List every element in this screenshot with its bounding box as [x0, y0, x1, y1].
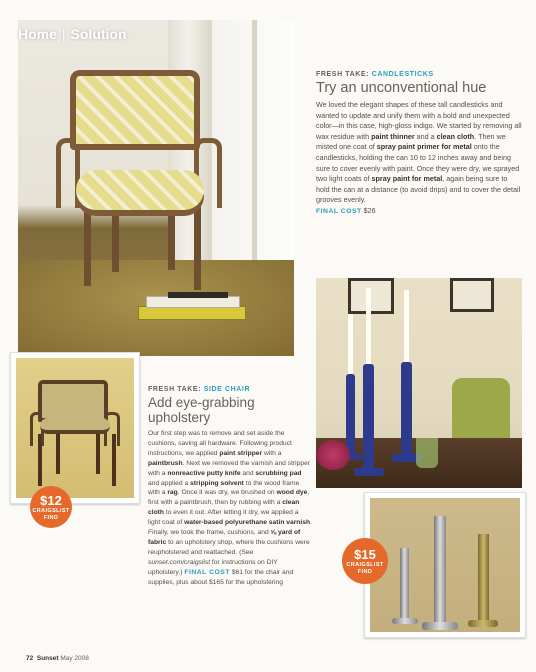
before-candlesticks-inset — [364, 492, 526, 638]
page-footer — [26, 655, 89, 662]
page-number: 72 — [26, 655, 34, 662]
chair-leg — [56, 434, 60, 474]
chair-seat-cushion — [76, 170, 204, 210]
bold-term: paint thinner — [371, 131, 415, 141]
brass-candlestick — [478, 534, 489, 626]
article-headline: Add eye-grabbing upholstery — [148, 395, 255, 425]
article-kicker — [148, 386, 312, 393]
candlestick-base — [354, 468, 384, 476]
chair-back — [38, 380, 108, 422]
blue-candlestick — [346, 374, 355, 458]
chair-leg — [112, 210, 119, 272]
badge-label: CRAIGSLIST FIND — [32, 508, 70, 521]
restored-chair-photo — [18, 20, 294, 356]
candlestick-base — [468, 620, 498, 627]
price-badge — [342, 538, 388, 584]
chair-leg — [84, 206, 91, 286]
candle — [404, 290, 409, 362]
body-text: onto the candlesticks, holding the can 10 to 12 inches away and being sure to cover evenly with paint. Once they were dry, we sprayed two light coats of — [316, 142, 520, 184]
bold-term: ⅝ yard of fabric — [148, 529, 301, 546]
article-headline: Try an unconventional hue — [316, 80, 487, 96]
bold-term: water-based polyurethane satin varnish — [184, 519, 311, 527]
bold-term: paintbrush — [148, 459, 183, 467]
kicker-prefix: FRESH TAKE: — [148, 386, 202, 393]
body-text: , first with a paintbrush, then by rubbing with a — [148, 489, 310, 507]
body-text: We loved the elegant shapes of these tall candlesticks and wanted to update and unify them with a bold and unexpected color—in this case, high-gloss indigo. We started by removing all wax residue with — [316, 100, 522, 141]
kicker-prefix: FRESH TAKE: — [316, 71, 370, 78]
header-separator: | — [61, 26, 66, 42]
candle — [348, 314, 353, 374]
magazine-name: Sunset — [36, 655, 59, 662]
article-body-text — [148, 430, 312, 576]
body-text: and applied a — [148, 479, 191, 487]
body-text: , again being sure to hold the can at a distance (to avoid drips) and to cover the detail grooves evenly. — [316, 174, 521, 205]
bold-term: clean cloth — [436, 131, 475, 141]
body-text: . Once it was dry, we brushed on — [177, 489, 277, 497]
price-badge — [30, 486, 72, 528]
candlestick-base — [422, 622, 458, 630]
cost-label: FINAL COST — [316, 207, 362, 215]
header-subsection: Solution — [70, 26, 127, 42]
blue-candlesticks-photo — [316, 278, 522, 488]
cost-value: $26 — [363, 205, 376, 215]
bold-term: spray paint primer for metal — [376, 142, 472, 152]
blue-candlestick — [401, 362, 412, 458]
flowers — [316, 440, 350, 470]
italic-text: sunset.com/craigslist — [148, 558, 211, 566]
bold-term: rag — [167, 489, 178, 497]
body-text: to the wood frame with a — [148, 479, 300, 497]
final-cost — [316, 206, 522, 218]
blue-candlestick — [363, 364, 374, 474]
issue-date: May 2008 — [60, 655, 89, 662]
cost-label: FINAL COST — [184, 568, 230, 576]
body-text: . Then we misted one coat of — [316, 131, 506, 152]
body-text: . Finally, we took the frame, cushions, and — [148, 519, 312, 537]
before-candlesticks-photo — [370, 498, 520, 632]
header-section: Home — [18, 26, 57, 42]
article-body — [148, 429, 312, 588]
candle — [366, 288, 371, 364]
before-chair-inset — [10, 352, 140, 504]
bold-term: paint stripper — [219, 449, 263, 457]
green-glass — [416, 438, 438, 468]
bold-term: wood dye — [276, 489, 308, 497]
wall-picture — [348, 278, 394, 314]
article-kicker — [316, 71, 522, 78]
body-text: and a — [414, 131, 437, 141]
kicker-topic: SIDE CHAIR — [203, 386, 251, 393]
chair-leg — [96, 434, 100, 474]
chair-leg — [194, 206, 201, 290]
bold-term: clean cloth — [148, 499, 300, 517]
bold-term: scrubbing pad — [255, 469, 302, 477]
candlestick-base — [392, 618, 418, 624]
section-header — [18, 26, 127, 42]
kicker-topic: CANDLESTICKS — [371, 71, 434, 78]
badge-price: $15 — [354, 547, 376, 562]
body-text: to even it out. After letting it dry, we applied a light coat of — [148, 509, 299, 527]
silver-candlestick — [400, 548, 409, 624]
chair-seat — [40, 418, 110, 434]
body-text: . Next we removed the varnish and stripper with a — [148, 459, 311, 477]
side-chair-article — [148, 386, 312, 588]
bold-term: nonreactive putty knife — [167, 469, 241, 477]
body-text: with a — [262, 449, 282, 457]
chair-leg — [168, 210, 175, 270]
badge-label: CRAIGSLIST FIND — [346, 562, 384, 575]
badge-price: $12 — [40, 493, 62, 508]
candlesticks-article — [316, 71, 522, 218]
wall-picture — [450, 278, 494, 312]
body-text: for instructions on DIY upholstery.) — [148, 558, 278, 576]
book-stack — [138, 292, 248, 322]
chair-back-cushion — [70, 70, 200, 150]
bold-term: spray paint for metal — [371, 174, 443, 184]
body-text: to an upholstery shop, where the cushions were reupholstered and reattached. (See — [148, 538, 310, 556]
body-text: Our first step was to remove and set aside the cushions, saving all hardware. Following product instructions, we applied — [148, 430, 292, 457]
body-text: and — [240, 469, 256, 477]
article-body — [316, 100, 522, 206]
silver-candlestick — [434, 516, 446, 628]
bold-term: stripping solvent — [190, 479, 244, 487]
cost-value: $61 for the chair and supplies, plus about $165 for the upholstering — [148, 568, 294, 586]
before-chair-photo — [16, 358, 134, 498]
